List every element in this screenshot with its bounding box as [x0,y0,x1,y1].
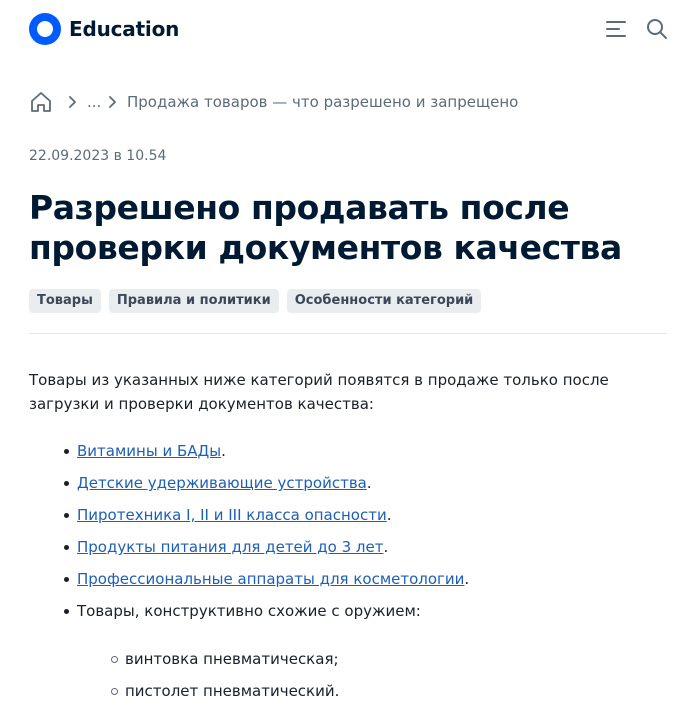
tag-categories[interactable]: Особенности категорий [287,289,482,313]
sublist-item: винтовка пневматическая; [77,647,637,679]
search-icon[interactable] [645,17,669,41]
publish-date: 22.09.2023 в 10.54 [29,148,167,164]
divider [29,333,667,334]
link-child-seats[interactable]: Детские удерживающие устройства [77,474,367,492]
chevron-right-icon [105,95,119,109]
category-list [29,439,669,631]
page-title: Разрешено продавать после проверки документов качества [29,188,622,267]
breadcrumb [29,90,669,114]
breadcrumb-ellipsis[interactable]: ... [87,93,102,111]
list-item: Товары, конструктивно схожие с оружием: [29,599,669,631]
link-baby-food[interactable]: Продукты питания для детей до 3 лет [77,538,384,556]
tag-goods[interactable]: Товары [29,289,101,313]
link-vitamins[interactable]: Витамины и БАДы [77,442,222,460]
chevron-right-icon [65,95,79,109]
site-header [0,0,693,60]
list-item: Профессиональные аппараты для косметологии. [29,567,669,599]
sublist-item: пистолет пневматический. [77,679,637,711]
link-cosmetology[interactable]: Профессиональные аппараты для косметологии [77,570,465,588]
ring-logo-icon[interactable] [29,13,61,45]
tag-list [29,289,481,313]
weapon-like-sublist [77,647,637,711]
list-item: Продукты питания для детей до 3 лет. [29,535,669,567]
intro-paragraph: Товары из указанных ниже категорий появятся в продаже только после загрузки и проверки документов качества: [29,371,609,413]
link-pyrotechnics[interactable]: Пиротехника I, II и III класса опасности [77,506,387,524]
list-item: Детские удерживающие устройства. [29,471,669,503]
tag-rules[interactable]: Правила и политики [109,289,279,313]
home-icon[interactable] [29,90,53,114]
menu-icon[interactable] [604,18,628,40]
list-item: Витамины и БАДы. [29,439,669,471]
list-item: Пиротехника I, II и III класса опасности. [29,503,669,535]
brand-name[interactable]: Education [69,17,180,41]
breadcrumb-current[interactable]: Продажа товаров — что разрешено и запрещено [127,93,519,111]
